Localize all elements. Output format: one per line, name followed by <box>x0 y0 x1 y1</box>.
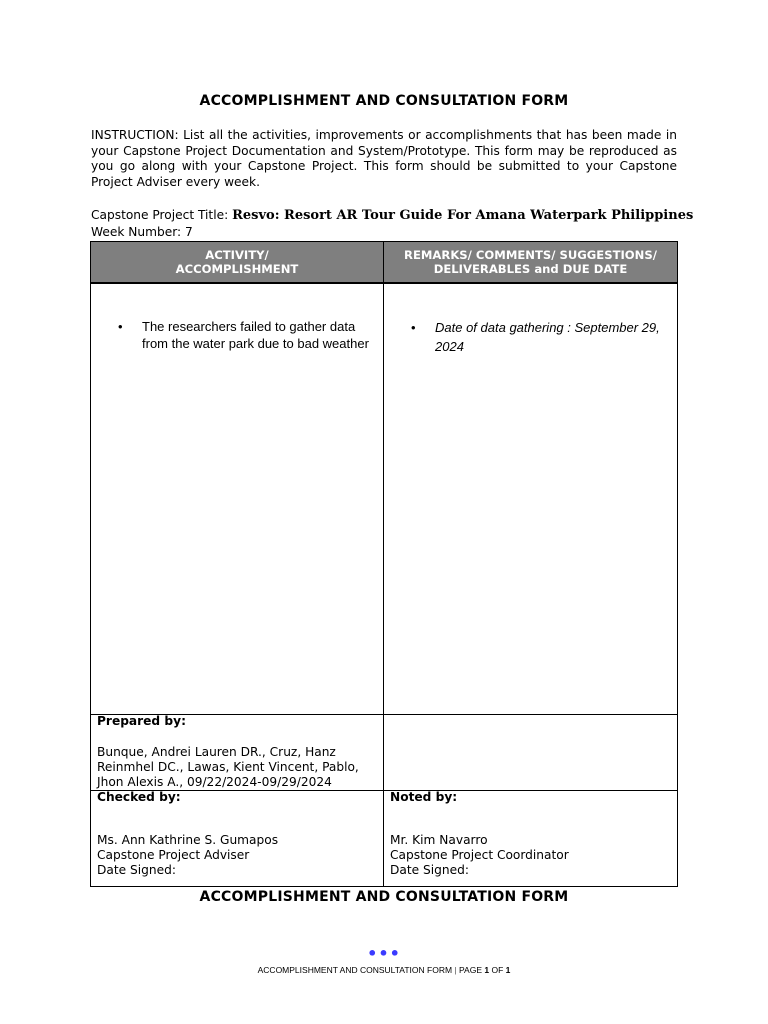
list-item: • The researchers failed to gather data from the water park due to bad weather <box>118 319 369 351</box>
footer-page-total: 1 <box>505 965 511 975</box>
footer-page-prefix: PAGE <box>459 965 485 975</box>
footer-title: ACCOMPLISHMENT AND CONSULTATION FORM <box>257 965 453 975</box>
bullet-icon: • <box>411 320 416 335</box>
prepared-label: Prepared by: <box>97 714 186 728</box>
coordinator-name: Mr. Kim Navarro <box>390 833 488 847</box>
activity-list <box>91 318 383 352</box>
page-footer <box>0 965 768 975</box>
project-title-value: Resvo: Resort AR Tour Guide For Amana Waterpark Philippines <box>232 208 694 223</box>
footer-page-current: 1 <box>484 965 490 975</box>
table-header-row <box>91 242 678 283</box>
accomplishment-table <box>90 241 678 887</box>
project-title-line <box>91 208 693 223</box>
remarks-list <box>384 318 677 356</box>
instruction-text: INSTRUCTION: List all the activities, improvements or accomplishments that has been made in your Capstone Project Documentation and System/Prototype. This form may be reproduced as you go along with your Capstone Project. This form should be submitted to your Capstone Project Adviser every week. <box>91 128 677 189</box>
adviser-role: Capstone Project Adviser <box>97 848 250 862</box>
coordinator-role: Capstone Project Coordinator <box>390 848 569 862</box>
signature-row <box>91 791 678 887</box>
remarks-header: REMARKS/ COMMENTS/ SUGGESTIONS/ DELIVERABLES and DUE DATE <box>384 242 678 283</box>
activity-header: ACTIVITY/ ACCOMPLISHMENT <box>91 242 384 283</box>
week-number: Week Number: 7 <box>91 225 193 239</box>
bullet-icon: • <box>118 319 123 334</box>
checked-label: Checked by: <box>97 790 181 804</box>
prepared-cell <box>91 715 384 791</box>
coordinator-date-signed: Date Signed: <box>390 863 469 877</box>
project-title-label: Capstone Project Title: <box>91 208 233 222</box>
form-title-repeat: ACCOMPLISHMENT AND CONSULTATION FORM <box>199 889 569 905</box>
checked-cell <box>91 791 384 887</box>
noted-label: Noted by: <box>390 790 458 804</box>
adviser-date-signed: Date Signed: <box>97 863 176 877</box>
remarks-cell <box>384 284 678 715</box>
prepared-names: Bunque, Andrei Lauren DR., Cruz, Hanz Reinmhel DC., Lawas, Kient Vincent, Pablo, Jhon Alexis A., 09/22/2024-09/29/2024 <box>97 745 359 789</box>
more-pages-indicator[interactable]: ••• <box>367 944 401 963</box>
footer-separator: | <box>454 965 457 975</box>
activity-cell <box>91 284 384 715</box>
prepared-empty-cell <box>384 715 678 791</box>
list-item: • Date of data gathering : September 29, 2024 <box>411 320 660 354</box>
form-title: ACCOMPLISHMENT AND CONSULTATION FORM <box>199 93 569 109</box>
footer-page-of: OF <box>489 965 506 975</box>
prepared-row <box>91 715 678 791</box>
adviser-name: Ms. Ann Kathrine S. Gumapos <box>97 833 279 847</box>
noted-cell <box>384 791 678 887</box>
table-body-row <box>91 284 678 715</box>
